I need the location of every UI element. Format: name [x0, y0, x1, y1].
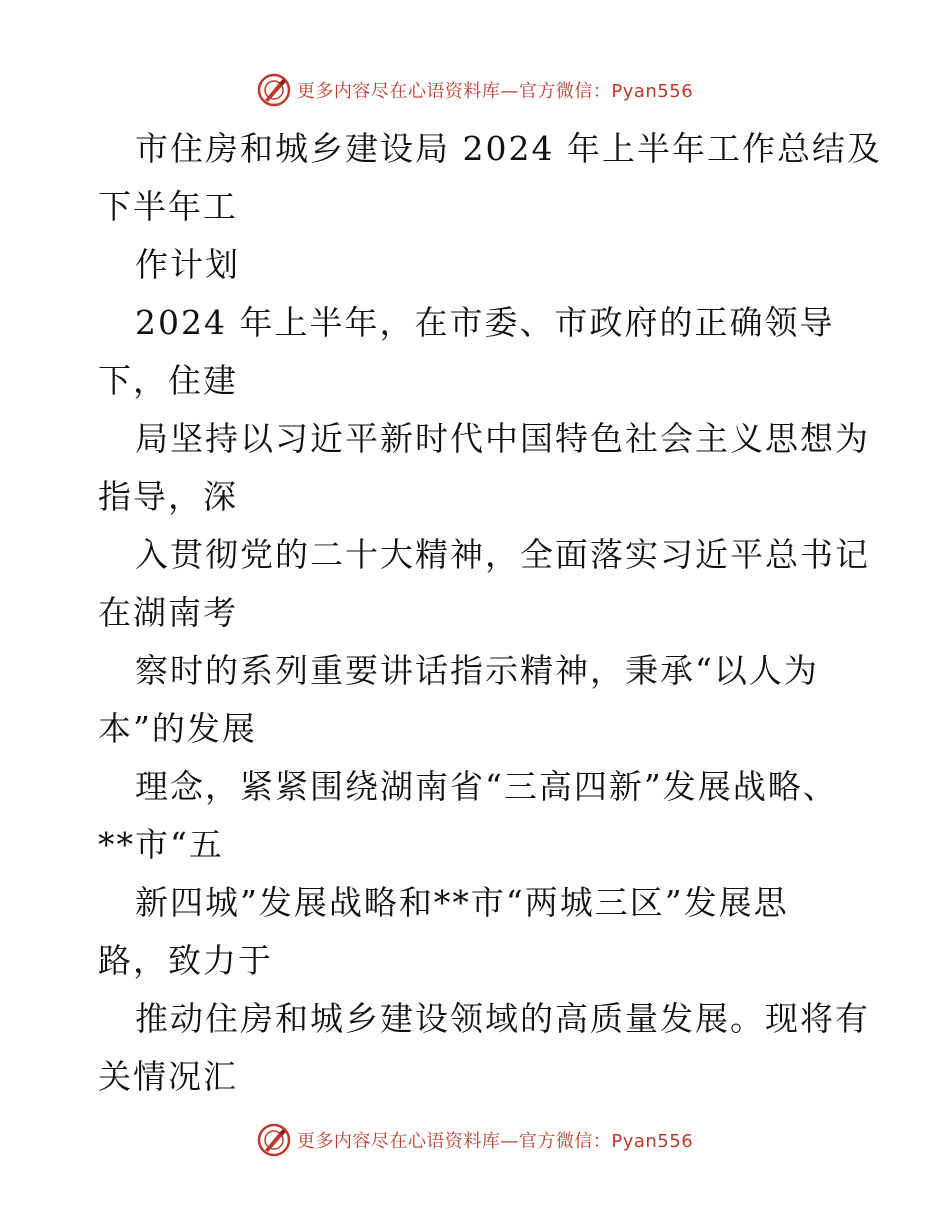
document-line: 作计划 — [135, 245, 240, 284]
document-line: 路，致力于 — [98, 941, 273, 980]
pen-logo-icon — [257, 1123, 291, 1157]
watermark-text: 更多内容尽在心语资料库—官方微信：Pyan556 — [296, 81, 694, 102]
document-line: 指导，深 — [98, 477, 238, 516]
document-line: 局坚持以习近平新时代中国特色社会主义思想为 — [135, 419, 870, 458]
document-line: 理念，紧紧围绕湖南省“三高四新”发展战略、 — [135, 767, 838, 806]
document-line: 在湖南考 — [98, 593, 238, 632]
document-line: 关情况汇 — [98, 1057, 238, 1096]
document-line: **市“五 — [98, 825, 224, 864]
document-line: 下半年工 — [98, 187, 238, 226]
document-line: 市住房和城乡建设局 2024 年上半年工作总结及 — [135, 129, 882, 168]
document-line: 入贯彻党的二十大精神，全面落实习近平总书记 — [135, 535, 870, 574]
watermark-text: 更多内容尽在心语资料库—官方微信：Pyan556 — [296, 1131, 694, 1152]
pen-logo-icon — [257, 73, 291, 107]
document-body — [98, 120, 882, 1106]
watermark-brand — [257, 73, 693, 107]
document-line: 下，住建 — [98, 361, 238, 400]
document-line: 本”的发展 — [98, 709, 257, 748]
document-line: 推动住房和城乡建设领域的高质量发展。现将有 — [135, 999, 870, 1038]
document-line: 新四城”发展战略和**市“两城三区”发展思 — [135, 883, 789, 922]
document-line: 2024 年上半年，在市委、市政府的正确领导 — [135, 303, 835, 342]
watermark-brand — [257, 1123, 693, 1157]
document-line: 察时的系列重要讲话指示精神，秉承“以人为 — [135, 651, 819, 690]
header-watermark — [0, 70, 950, 110]
footer-watermark — [0, 1120, 950, 1160]
